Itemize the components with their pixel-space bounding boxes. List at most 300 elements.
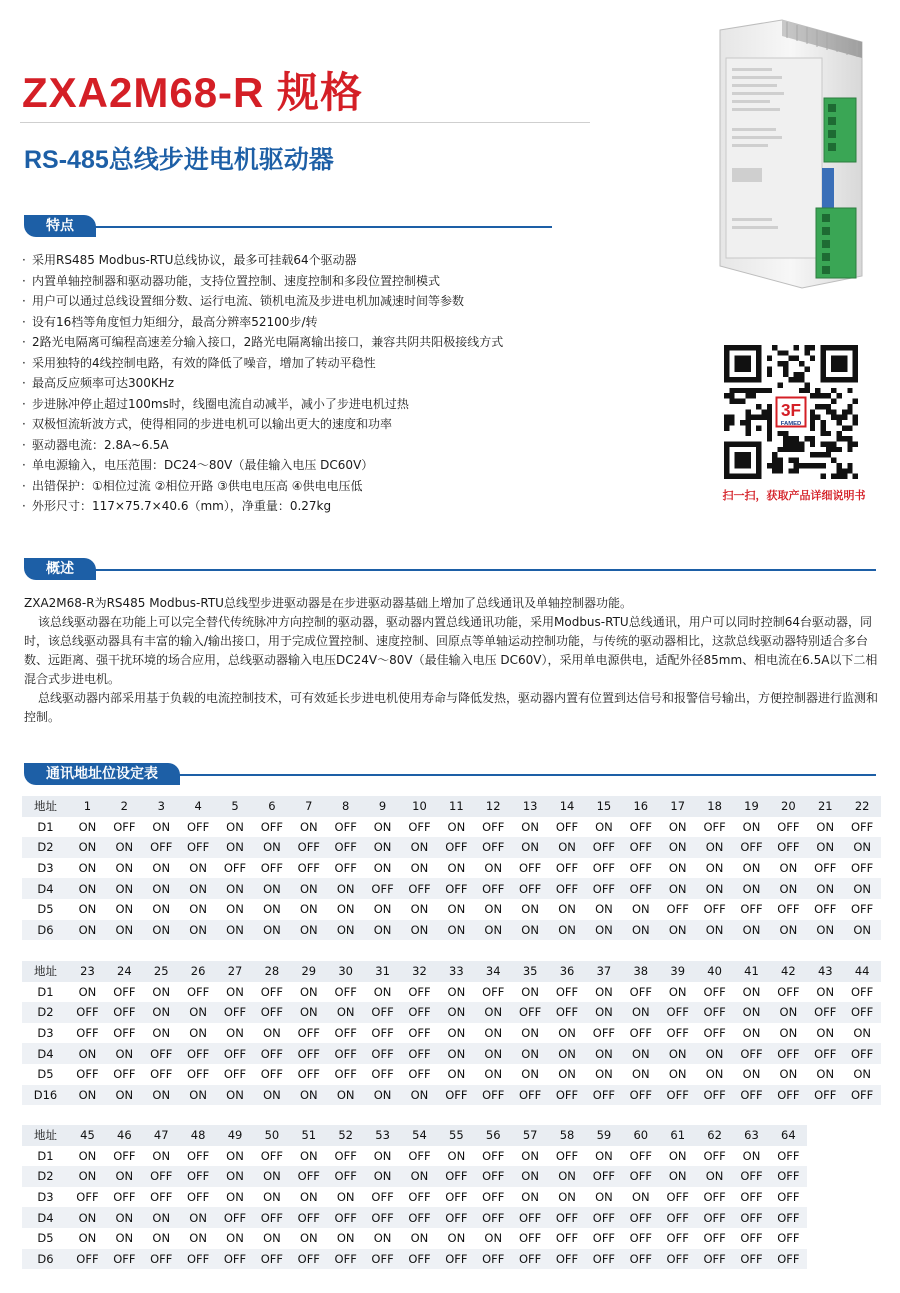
dip-switch-label-cell: D1 [37, 1148, 54, 1163]
switch-state-cell: ON [659, 878, 696, 899]
switch-state-cell: ON [558, 902, 576, 917]
switch-state-cell: OFF [770, 1207, 807, 1228]
address-number-cell: 1 [69, 796, 106, 817]
switch-state-cell: ON [189, 1231, 207, 1246]
switch-state-cell: OFF [180, 837, 217, 858]
address-table-block-2 [22, 961, 881, 1105]
switch-state-cell: OFF [512, 1002, 549, 1023]
address-number-cell: 29 [290, 961, 327, 982]
switch-state-cell: OFF [186, 1067, 210, 1082]
address-number-cell: 16 [622, 796, 659, 817]
qr-module [847, 468, 852, 473]
switch-state-cell: OFF [253, 1249, 290, 1270]
switch-state-cell: ON [668, 1148, 687, 1163]
switch-state-cell: ON [226, 819, 244, 834]
qr-module [810, 420, 815, 425]
switch-state-cell: ON [631, 1067, 650, 1082]
switch-state-cell: OFF [851, 861, 874, 876]
address-number-cell: 17 [659, 796, 696, 817]
switch-state-cell: ON [521, 1190, 539, 1205]
switch-state-cell: ON [364, 1166, 401, 1187]
qr-module [831, 458, 836, 463]
feature-item [22, 312, 622, 333]
bullet-icon: · [22, 335, 26, 349]
qr-module [842, 436, 847, 441]
switch-state-cell: OFF [327, 1249, 364, 1270]
switch-state-cell: OFF [585, 1085, 622, 1106]
switch-state-cell: ON [143, 1207, 180, 1228]
qr-module [847, 404, 852, 409]
switch-state-cell: OFF [770, 1166, 807, 1187]
switch-state-cell: ON [69, 1043, 106, 1064]
qr-module [756, 404, 761, 409]
switch-state-cell: ON [742, 861, 761, 876]
switch-state-cell: OFF [733, 837, 770, 858]
switch-state-cell: ON [226, 1231, 244, 1246]
switch-state-cell: ON [226, 1026, 244, 1041]
qr-module [799, 377, 804, 382]
qr-module [772, 345, 777, 350]
qr-module [831, 388, 836, 393]
switch-state-cell: OFF [622, 837, 659, 858]
switch-state-cell: ON [69, 920, 106, 941]
switch-state-cell: OFF [143, 1043, 180, 1064]
qr-module [740, 399, 745, 404]
address-number-cell: 59 [585, 1125, 622, 1146]
qr-module [788, 377, 793, 382]
switch-state-cell: OFF [851, 902, 874, 917]
table-row [22, 858, 881, 879]
switch-state-cell: OFF [186, 1190, 210, 1205]
table-row [22, 1043, 881, 1064]
qr-module [767, 366, 772, 371]
switch-state-cell: OFF [659, 1249, 696, 1270]
qr-module [831, 409, 836, 414]
table-header-row [22, 796, 881, 817]
address-number-cell: 58 [549, 1125, 586, 1146]
bullet-icon: · [22, 294, 26, 308]
qr-module [842, 425, 847, 430]
switch-state-cell: OFF [217, 1043, 254, 1064]
switch-state-cell: ON [327, 1002, 364, 1023]
switch-state-cell: ON [475, 1002, 512, 1023]
switch-state-cell: ON [816, 1067, 835, 1082]
qr-module [778, 458, 783, 463]
switch-state-cell: OFF [814, 902, 837, 917]
switch-state-cell: OFF [733, 1207, 770, 1228]
switch-state-cell: ON [106, 878, 143, 899]
qr-module [745, 388, 750, 393]
qr-module [810, 463, 815, 468]
feature-item [22, 414, 622, 435]
dip-switch-label-cell: D5 [37, 1067, 54, 1082]
qr-module [831, 441, 836, 446]
qr-module [729, 393, 734, 398]
switch-state-cell: ON [779, 861, 798, 876]
qr-module [837, 420, 842, 425]
qr-module [735, 388, 740, 393]
switch-state-cell: ON [659, 920, 696, 941]
switch-state-cell: ON [733, 878, 770, 899]
qr-module [804, 345, 809, 350]
qr-module [837, 463, 842, 468]
bullet-icon: · [22, 355, 26, 370]
qr-module [826, 441, 831, 446]
switch-state-cell: ON [152, 984, 171, 999]
switch-state-cell: ON [106, 1207, 143, 1228]
qr-module [820, 431, 825, 436]
dip-switch-label-cell: D6 [22, 920, 69, 941]
overview-paragraph: 该总线驱动器在功能上可以完全替代传统脉冲方向控制的驱动器，驱动器内置总线通讯功能，采用Modbus-RTU总线通讯，用户可以同时控制64台驱动器，同时，该总线驱动器具有丰富的输入/输出接口，用于完成位置控制、速度控制、回原点等单轴运动控制功能，与传统的驱动器相比，这款总线驱动器特别适合多台数、远距离、强干扰环境的场合应用，总线驱动器输入电压DC24V～80V（最佳输入电压 DC60V），采用单电源供电，适配外径85mm、相电流在6.5A以下二相混合式步进电机。 [24, 615, 878, 686]
qr-module [756, 415, 761, 420]
overview-section-header [24, 558, 876, 580]
switch-state-cell: ON [143, 878, 180, 899]
feature-item [22, 435, 622, 456]
qr-module [837, 468, 842, 473]
switch-state-cell: ON [106, 1166, 143, 1187]
switch-state-cell: ON [401, 837, 438, 858]
address-number-cell: 32 [401, 961, 438, 982]
switch-state-cell: OFF [143, 837, 180, 858]
switch-state-cell: OFF [475, 837, 512, 858]
switch-state-cell: OFF [334, 861, 357, 876]
switch-state-cell: ON [512, 1043, 549, 1064]
switch-state-cell: OFF [629, 1231, 652, 1246]
qr-caption: 扫一扫，获取产品详细说明书 [722, 489, 866, 502]
switch-state-cell: ON [742, 984, 761, 999]
address-number-cell: 5 [217, 796, 254, 817]
dip-switch-label-cell: D3 [37, 1026, 54, 1041]
dip-switch-label-cell: D4 [22, 1043, 69, 1064]
features-section-rule [84, 226, 552, 228]
qr-module [826, 393, 831, 398]
empty-cell [807, 1228, 844, 1249]
feature-text: 外形尺寸：117×75.7×40.6（mm），净重量：0.27kg [32, 499, 332, 513]
switch-state-cell: ON [622, 1043, 659, 1064]
switch-state-cell: ON [668, 984, 687, 999]
switch-state-cell: OFF [659, 1207, 696, 1228]
qr-module [837, 431, 842, 436]
switch-state-cell: ON [595, 819, 613, 834]
switch-state-cell: OFF [844, 1002, 881, 1023]
switch-state-cell: ON [106, 1043, 143, 1064]
switch-state-cell: ON [585, 1002, 622, 1023]
switch-state-cell: ON [78, 984, 97, 999]
address-number-cell: 13 [512, 796, 549, 817]
switch-state-cell: ON [189, 1026, 207, 1041]
address-number-cell: 7 [290, 796, 327, 817]
switch-state-cell: OFF [807, 1043, 844, 1064]
switch-state-cell: ON [226, 1148, 244, 1163]
address-table-block-3 [22, 1125, 881, 1269]
switch-state-cell: ON [705, 861, 724, 876]
address-number-cell: 23 [69, 961, 106, 982]
address-number-cell: 10 [401, 796, 438, 817]
switch-state-cell: OFF [703, 984, 726, 999]
switch-state-cell: ON [253, 920, 290, 941]
switch-state-cell: OFF [666, 902, 689, 917]
qr-module [751, 388, 756, 393]
qr-module [826, 404, 831, 409]
switch-state-cell: ON [484, 1067, 503, 1082]
dip-switch-label-cell: D3 [37, 1190, 54, 1205]
switch-state-cell: ON [595, 902, 613, 917]
switch-state-cell: ON [189, 902, 207, 917]
feature-item [22, 394, 622, 415]
switch-state-cell: ON [143, 920, 180, 941]
switch-state-cell: ON [299, 819, 318, 834]
bullet-icon: · [22, 478, 26, 493]
qr-module [729, 388, 734, 393]
table-header-row [22, 961, 881, 982]
switch-state-cell: ON [152, 1148, 171, 1163]
qr-module [745, 393, 750, 398]
empty-cell [807, 1249, 844, 1270]
switch-state-cell: OFF [733, 1166, 770, 1187]
switch-state-cell: ON [696, 1166, 733, 1187]
switch-state-cell: ON [447, 1067, 466, 1082]
switch-state-cell: OFF [408, 1026, 431, 1041]
switch-state-cell: OFF [592, 861, 616, 876]
switch-state-cell: ON [364, 1085, 401, 1106]
switch-state-cell: ON [299, 1231, 318, 1246]
switch-state-cell: OFF [408, 1148, 431, 1163]
feature-item [22, 271, 622, 292]
switch-state-cell: ON [558, 1067, 576, 1082]
switch-state-cell: OFF [150, 1067, 173, 1082]
switch-state-cell: ON [299, 1190, 318, 1205]
switch-state-cell: OFF [666, 1026, 689, 1041]
switch-state-cell: OFF [555, 1148, 579, 1163]
switch-state-cell: ON [512, 920, 549, 941]
switch-state-cell: ON [779, 1067, 798, 1082]
switch-state-cell: OFF [696, 1249, 733, 1270]
switch-state-cell: OFF [217, 1002, 254, 1023]
switch-state-cell: ON [373, 819, 392, 834]
address-number-cell: 37 [585, 961, 622, 982]
qr-module [762, 409, 767, 414]
qr-module [745, 420, 750, 425]
switch-state-cell: OFF [186, 819, 210, 834]
switch-state-cell: ON [364, 837, 401, 858]
switch-state-cell: OFF [327, 1207, 364, 1228]
switch-state-cell: OFF [260, 1067, 284, 1082]
switch-state-cell: OFF [113, 1190, 136, 1205]
qr-module [772, 458, 777, 463]
switch-state-cell: OFF [555, 819, 579, 834]
switch-state-cell: OFF [807, 1085, 844, 1106]
qr-module [778, 383, 783, 388]
switch-state-cell: ON [226, 902, 244, 917]
switch-state-cell: OFF [113, 819, 136, 834]
switch-state-cell: OFF [260, 819, 284, 834]
switch-state-cell: ON [585, 1043, 622, 1064]
qr-module [767, 436, 772, 441]
switch-state-cell: OFF [113, 1148, 136, 1163]
switch-state-cell: OFF [592, 1231, 616, 1246]
switch-state-cell: OFF [622, 1166, 659, 1187]
switch-state-cell: ON [253, 878, 290, 899]
qr-module [788, 468, 793, 473]
address-number-cell: 42 [770, 961, 807, 982]
switch-state-cell: ON [844, 920, 881, 941]
switch-state-cell: OFF [475, 1085, 512, 1106]
switch-state-cell: OFF [371, 1190, 394, 1205]
qr-module [783, 372, 788, 377]
features-section-header [24, 215, 552, 237]
switch-state-cell: OFF [777, 984, 800, 999]
switch-state-cell: OFF [844, 1043, 881, 1064]
switch-state-cell: OFF [217, 1249, 254, 1270]
qr-code [724, 345, 858, 479]
qr-module [842, 415, 847, 420]
switch-state-cell: ON [484, 861, 503, 876]
qr-module [794, 468, 799, 473]
address-number-cell: 57 [512, 1125, 549, 1146]
switch-state-cell: ON [668, 819, 687, 834]
switch-state-cell: OFF [253, 1002, 290, 1023]
overview-paragraph: 总线驱动器内部采用基于负载的电流控制技术，可有效延长步进电机使用寿命与降低发热，驱动器内置有位置到达信号和报警信号输出，方便控制器进行监测和控制。 [24, 691, 879, 724]
qr-logo-subtext: FAMED [780, 420, 802, 427]
switch-state-cell: OFF [401, 1249, 438, 1270]
switch-state-cell: OFF [622, 1207, 659, 1228]
switch-state-cell: OFF [807, 1002, 844, 1023]
address-number-cell: 3 [143, 796, 180, 817]
qr-module [767, 356, 772, 361]
switch-state-cell: OFF [260, 984, 284, 999]
qr-module [772, 463, 777, 468]
switch-state-cell: OFF [622, 1085, 659, 1106]
switch-state-cell: OFF [290, 1043, 327, 1064]
qr-module [724, 425, 729, 430]
switch-state-cell: OFF [327, 1043, 364, 1064]
feature-item [22, 496, 622, 517]
switch-state-cell: ON [143, 1002, 180, 1023]
switch-state-cell: ON [622, 920, 659, 941]
switch-state-cell: ON [180, 1085, 217, 1106]
switch-state-cell: OFF [475, 1207, 512, 1228]
address-number-cell: 26 [180, 961, 217, 982]
qr-module [826, 452, 831, 457]
switch-state-cell: ON [78, 1148, 97, 1163]
switch-state-cell: OFF [482, 1190, 505, 1205]
qr-module [740, 420, 745, 425]
address-number-cell: 44 [844, 961, 881, 982]
switch-state-cell: OFF [512, 1085, 549, 1106]
switch-state-cell: OFF [555, 984, 579, 999]
qr-module [804, 350, 809, 355]
feature-text: 设有16档等角度恒力矩细分，最高分辨率52100步/转 [32, 314, 318, 329]
switch-state-cell: ON [78, 902, 97, 917]
table-row [22, 899, 881, 920]
feature-item [22, 476, 622, 497]
switch-state-cell: OFF [223, 1067, 247, 1082]
switch-state-cell: ON [770, 878, 807, 899]
empty-cell [844, 1228, 881, 1249]
page-subtitle: RS-485总线步进电机驱动器 [24, 146, 334, 174]
switch-state-cell: ON [152, 1231, 171, 1246]
qr-module [815, 452, 820, 457]
qr-module [745, 415, 750, 420]
switch-state-cell: ON [816, 819, 835, 834]
switch-state-cell: ON [512, 1166, 549, 1187]
switch-state-cell: ON [521, 1148, 539, 1163]
feature-item [22, 332, 622, 353]
qr-module [724, 393, 729, 398]
qr-module [826, 447, 831, 452]
switch-state-cell: OFF [703, 1190, 726, 1205]
feature-item [22, 373, 622, 394]
switch-state-cell: OFF [334, 984, 357, 999]
empty-cell [844, 1187, 881, 1208]
switch-state-cell: ON [742, 1067, 761, 1082]
bullet-icon: · [22, 458, 26, 472]
empty-cell [807, 1207, 844, 1228]
address-table-section-rule [174, 774, 876, 776]
qr-module [820, 393, 825, 398]
switch-state-cell: ON [299, 1148, 318, 1163]
qr-module [820, 404, 825, 409]
qr-module [788, 447, 793, 452]
switch-state-cell: OFF [549, 1207, 586, 1228]
switch-state-cell: ON [253, 1166, 290, 1187]
qr-module [815, 393, 820, 398]
switch-state-cell: ON [263, 1231, 281, 1246]
switch-state-cell: OFF [666, 1231, 689, 1246]
qr-module [847, 388, 852, 393]
switch-state-cell: OFF [629, 984, 652, 999]
address-label-cell: 地址 [22, 1125, 69, 1146]
switch-state-cell: ON [217, 1085, 254, 1106]
table-header-row [22, 1125, 881, 1146]
switch-state-cell: ON [521, 984, 539, 999]
switch-state-cell: ON [336, 1190, 355, 1205]
address-number-cell: 14 [549, 796, 586, 817]
address-number-cell: 38 [622, 961, 659, 982]
address-number-cell: 49 [217, 1125, 254, 1146]
switch-state-cell: OFF [482, 1148, 505, 1163]
table-row [22, 1002, 881, 1023]
switch-state-cell: ON [779, 1026, 798, 1041]
feature-text: 单电源输入，电压范围：DC24～80V（最佳输入电压 DC60V） [32, 458, 374, 472]
switch-state-cell: OFF [143, 1166, 180, 1187]
switch-state-cell: OFF [290, 837, 327, 858]
switch-state-cell: ON [438, 1043, 475, 1064]
switch-state-cell: ON [217, 920, 254, 941]
switch-state-cell: ON [816, 1026, 835, 1041]
switch-state-cell: ON [327, 1085, 364, 1106]
switch-state-cell: OFF [777, 902, 800, 917]
switch-state-cell: OFF [69, 1002, 106, 1023]
switch-state-cell: ON [180, 920, 217, 941]
switch-state-cell: ON [115, 902, 134, 917]
qr-module [724, 415, 729, 420]
switch-state-cell: ON [373, 1148, 392, 1163]
qr-module [794, 372, 799, 377]
switch-state-cell: OFF [512, 1249, 549, 1270]
address-number-cell: 35 [512, 961, 549, 982]
qr-module [853, 441, 858, 446]
switch-state-cell: OFF [549, 1002, 586, 1023]
qr-module [815, 388, 820, 393]
empty-cell [807, 1146, 844, 1167]
switch-state-cell: ON [299, 984, 318, 999]
switch-state-cell: ON [226, 984, 244, 999]
overview-heading: 概述 [24, 558, 96, 580]
switch-state-cell: OFF [585, 1166, 622, 1187]
switch-state-cell: ON [770, 1002, 807, 1023]
qr-module [810, 415, 815, 420]
